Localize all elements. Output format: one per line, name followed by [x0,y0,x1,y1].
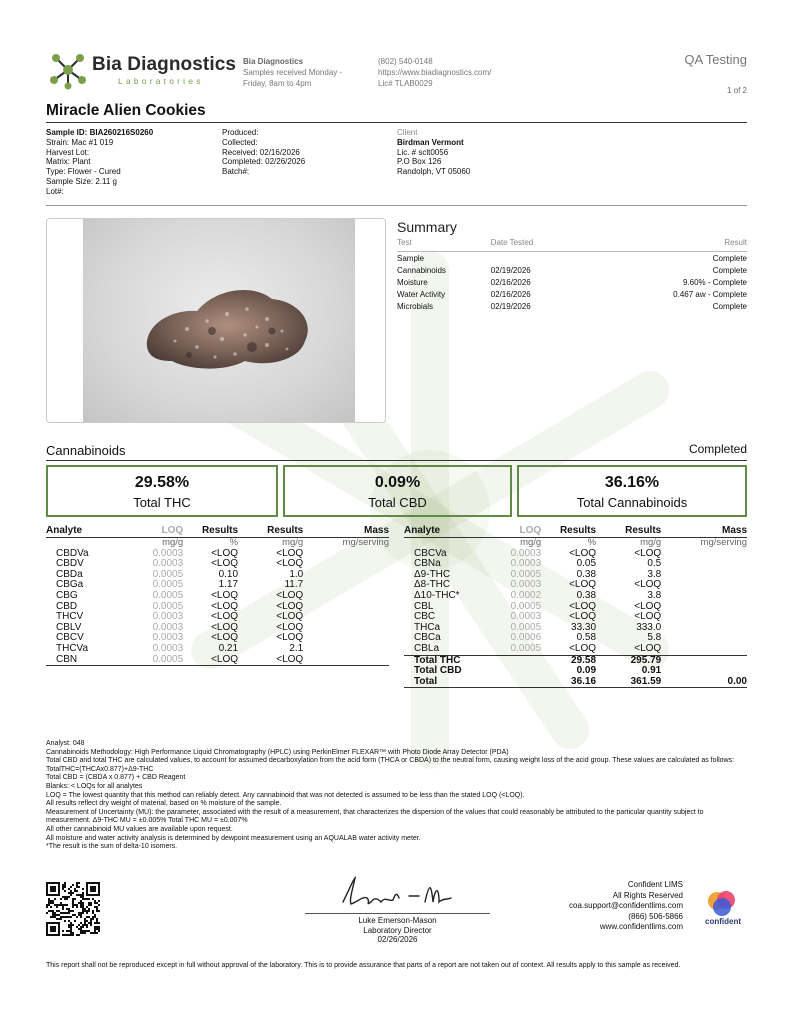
analyte-name: CBG [56,589,78,601]
report-header [0,0,793,100]
analyte-value: <LOQ [238,655,303,666]
analyte-value: 0.38 [576,589,597,601]
analyte-name: CBN [46,655,121,666]
sample-matrix: Matrix: Plant [46,157,91,167]
kpi-label: Total Cannabinoids [576,495,688,510]
signatory [305,916,490,945]
analyte-value: 2.1 [289,642,304,654]
total-name: Total [404,677,479,688]
unit-cell: mg/g [520,537,542,548]
total-row [404,677,747,688]
analyte-row [46,570,389,581]
analyte-col-header: Mass [661,525,747,538]
unit-cell: mg/g [282,537,304,548]
lab-phone: (802) 540-0148 [378,57,433,66]
analyte-value [303,559,389,570]
sample-info [46,128,153,197]
analyte-value: 0.0003 [510,558,542,570]
summary-result: Complete [712,253,747,263]
analyte-value [303,655,389,666]
flower-bud-image [127,269,327,389]
analyte-value [303,591,389,602]
analyte-value: 11.7 [284,579,304,591]
analyte-name: CBCVa [414,547,447,559]
lab-website[interactable]: https://www.biadiagnostics.com/ [378,68,492,77]
analyte-value [661,591,747,602]
analyte-col-header: Results [596,525,661,538]
signature-date: 02/26/2026 [377,935,418,944]
disclaimer: This report shall not be reproduced except in full without approval of the laboratory. This is to provide assurance that parts of a report are not taken out of context. All results apply to this sample as received. [46,962,681,969]
note-line: *The result is the sum of delta-10 isomers. [46,843,178,851]
analyte-value: <LOQ [211,621,239,633]
summary-test: Water Activity [397,290,446,300]
analyte-value: <LOQ [569,600,597,612]
analyte-value: 0.0003 [510,547,542,559]
unit-cell: mg/g [640,537,662,548]
lims-line: All Rights Reserved [612,890,683,900]
analyte-value [303,623,389,634]
lab-logo [46,50,237,94]
unit-cell: % [587,537,597,548]
produced-date: Produced: [222,128,259,137]
analyte-value [303,633,389,644]
analyte-value: <LOQ [276,547,304,559]
note-line: All moisture and water activity analysis is determined by dewpoint measurement using an AQUALAB water activity meter. [46,834,421,842]
lims-contact [569,880,683,933]
analyte-value: <LOQ [276,589,304,601]
analyte-value: <LOQ [211,589,239,601]
analyte-value: 0.21 [218,642,239,654]
analyte-value: 0.5 [647,558,662,570]
summary-col-result: Result [724,238,747,247]
lab-info-line: Friday, 8am to 4pm [243,79,312,88]
analyte-row [404,623,747,634]
analyte-value [661,549,747,560]
analyte-value: 0.0003 [152,621,184,633]
analyte-value: <LOQ [634,600,662,612]
analyte-value: <LOQ [276,558,304,570]
note-line: Analyst: 048 [46,740,85,747]
analyte-value: 0.0003 [152,632,184,644]
note-line: LOQ = The lowest quantity that this method can reliably detect. Any cannabinoid that was not detected is assumed to be less than the stated LOQ (<LOQ). [46,791,525,799]
analyte-row [46,644,389,655]
analyte-col-header: Results [183,525,238,538]
total-value: 0.09 [576,665,597,677]
analyte-value: 33.30 [571,621,597,633]
analyte-value: 3.8 [647,568,662,580]
analyte-value: 0.0005 [510,600,542,612]
summary-date: 02/19/2026 [490,265,531,275]
signature-image [335,872,455,912]
summary-test: Microbials [397,302,434,312]
analyte-col-header: LOQ [479,525,541,538]
analyte-value: 0.0006 [510,632,542,644]
unit-cell [46,538,121,549]
analyte-value [661,623,747,634]
summary-col-test: Test [397,238,412,247]
analyte-row [404,559,747,570]
sample-photo [46,218,386,423]
total-value: 29.58 [571,654,597,666]
summary-row [397,264,747,276]
analyte-value: <LOQ [276,632,304,644]
summary-test: Cannabinoids [397,265,446,275]
analyte-value: 0.0005 [510,621,542,633]
analyte-col-header: Results [238,525,303,538]
client-address-1: P.O Box 126 [397,157,442,167]
analyte-value: 0.0005 [121,655,183,666]
qr-code[interactable] [46,882,100,936]
summary-row [397,276,747,288]
lims-email[interactable]: coa.support@confidentlims.com [569,901,683,911]
note-line: Blanks: < LOQs for all analytes [46,782,143,790]
analyte-name: CBL [414,600,434,612]
analyte-value: 0.38 [576,568,597,580]
analyte-name: THCV [56,611,84,623]
analyte-row [404,591,747,602]
note-line: Total CBD = (CBDA x 0.877) + CBD Reagent [46,774,186,782]
client-info [397,128,470,177]
signatory-title: Laboratory Director [363,925,432,935]
analyte-row [46,559,389,570]
analyte-value: <LOQ [634,642,662,654]
analyte-name: Δ9-THC [414,568,451,580]
page-number: 1 of 2 [726,86,747,95]
analyte-value [661,633,747,644]
analyte-value: 0.0005 [152,600,184,612]
unit-cell: % [229,537,239,548]
client-address-2: Randolph, VT 05060 [397,167,471,177]
analyte-name: CBDa [56,568,83,580]
analyte-value: 0.0005 [152,579,184,591]
summary-row [397,252,747,265]
analyte-header-row [404,525,747,538]
total-name: Total CBD [414,665,462,677]
analyte-name: CBC [414,611,436,623]
analyte-value: <LOQ [276,600,304,612]
analyte-value: <LOQ [211,547,239,559]
note-line: All results reflect dry weight of material, based on % moisture of the sample. [46,800,282,808]
analyte-name: Δ8-THC [414,579,451,591]
summary-date: 02/16/2026 [490,290,531,300]
total-value: 36.16 [541,677,596,688]
analyte-value: 0.0005 [152,589,184,601]
sample-dates [222,128,305,177]
summary-test: Moisture [397,277,428,287]
total-value: 0.91 [641,665,662,677]
note-line: Measurement of Uncertainty (MU): the parameter, associated with the result of a measurement, that characterizes the dispersion of the values that could reasonably be attributed to the particular quantity subject to measurement. Δ9-THC MU = ±0.005% Total THC MU = ±0.007% [46,808,704,825]
total-value [479,677,541,688]
analyte-value: <LOQ [634,611,662,623]
summary-result: 9.60% - Complete [682,277,747,287]
analyte-value: 333.0 [636,621,662,633]
analyte-value: 1.0 [289,568,304,580]
analyte-value: <LOQ [569,642,597,654]
analyte-value: 0.0005 [510,642,542,654]
divider [46,122,747,123]
cannabinoids-status: Completed [688,442,747,456]
analyte-value [303,570,389,581]
kpi-value: 36.16% [604,474,660,491]
analyte-value [303,580,389,591]
summary-date: 02/16/2026 [490,277,531,287]
analyte-value [661,602,747,613]
analyte-name: CBDV [56,558,84,570]
analyte-value: <LOQ [634,547,662,559]
signature-line [305,913,490,914]
kpi-value: 29.58% [134,474,190,491]
analyte-value: 0.0003 [510,611,542,623]
total-name: Total THC [414,654,461,666]
lab-info [243,56,342,89]
analyte-value: 1.17 [218,579,239,591]
analyte-value: 0.0003 [152,547,184,559]
summary-date: 02/19/2026 [490,302,531,312]
analyte-value [303,549,389,560]
note-line: TotalTHC=(THCAx0.877)+Δ9-THC [46,765,154,773]
analyte-value: 0.0003 [152,558,184,570]
total-value [479,655,541,666]
analyte-row [46,591,389,602]
analyte-name: CBCV [56,632,84,644]
analyte-name: THCa [414,621,441,633]
analyte-name: CBDVa [56,547,89,559]
analyte-name: CBGa [56,579,84,591]
analyte-value: <LOQ [569,611,597,623]
analyte-value [661,570,747,581]
analyte-value [661,612,747,623]
analyte-value: <LOQ [211,558,239,570]
analyte-row [404,644,747,655]
analyte-value: 0.05 [576,558,597,570]
analyte-row [46,633,389,644]
analyte-value [661,580,747,591]
client-license: Lic. # sclt0056 [397,147,449,157]
summary-col-date: Date Tested [490,238,534,247]
analyte-table-left [46,525,389,666]
kpi-value: 0.09% [374,474,421,491]
sample-strain: Strain: Mac #1 019 [46,137,114,147]
analyte-value [303,644,389,655]
note-line: Total CBD and total THC are calculated values, to account for assumed decarboxylation from the acid form (THCA or CBDA) to the neutral form, causing weight loss of the acid group. These values are calculated as follows: [46,757,735,765]
summary-row [397,289,747,301]
analyte-value: <LOQ [569,579,597,591]
note-line: All other cannabinoid MU values are available upon request. [46,825,233,833]
analyte-value: 5.8 [647,632,662,644]
summary-result: Complete [712,265,747,275]
cannabinoids-title: Cannabinoids [46,443,126,458]
client-name: Birdman Vermont [397,137,464,147]
sample-harvest-lot: Harvest Lot: [46,147,90,157]
total-value: 295.79 [630,654,662,666]
analyte-value: 3.8 [647,589,662,601]
sample-id: Sample ID: BIA260216S0260 [46,128,154,137]
analyte-name: CBLa [414,642,440,654]
unit-cell [404,538,479,549]
analyte-name: CBLV [56,621,82,633]
analyte-value: <LOQ [276,621,304,633]
kpi-label: Total CBD [368,495,427,510]
summary-header-row [397,238,747,252]
analyte-value [661,644,747,655]
analyte-value: <LOQ [183,655,238,666]
analyte-name: THCVa [56,642,89,654]
received-date: Received: 02/16/2026 [222,147,300,157]
document-type: QA Testing [684,52,747,67]
analyte-value: 0.0003 [152,642,184,654]
analyte-name: CBNa [414,558,441,570]
lab-contact [378,56,491,89]
sample-lot: Lot#: [46,186,64,196]
summary-title: Summary [397,219,457,235]
total-value: 361.59 [596,677,661,688]
analyte-name: CBCa [414,632,441,644]
kpi-total-thc [46,465,278,517]
analyte-value: 0.0005 [510,568,542,580]
summary-row [397,301,747,313]
divider [46,460,747,461]
note-line: Cannabinoids Methodology: High Performance Liquid Chromatography (HPLC) using PerkinElmer FLEXAR™ with Photo Diode Array Detector (PDA) [46,748,509,756]
summary-result: 0.467 aw - Complete [673,290,747,300]
summary-date [491,252,606,265]
total-value: 0.00 [661,677,747,688]
lab-name: Bia Diagnostics [92,54,237,75]
analyte-col-header: Analyte [404,525,479,538]
sample-size: Sample Size: 2.11 g [46,176,118,186]
lab-info-line: Samples received Monday - [243,68,343,77]
analyte-value: 0.0002 [510,589,542,601]
analyte-value [303,602,389,613]
client-label: Client [397,128,418,137]
kpi-total-cannabinoids [517,465,747,517]
method-notes [46,740,746,852]
analyte-row [46,655,389,666]
analyte-value: 0.0005 [152,568,184,580]
unit-cell: mg/g [162,537,184,548]
completed-date: Completed: 02/26/2026 [222,157,306,167]
analyte-value [661,559,747,570]
lims-website[interactable]: www.confidentlims.com [599,922,683,932]
analyte-col-header: Results [541,525,596,538]
analyte-col-header: Analyte [46,525,121,538]
unit-cell: mg/serving [342,537,389,548]
units-row [46,538,389,549]
analyte-value: <LOQ [211,611,239,623]
collected-date: Collected: [222,137,258,147]
summary-table [397,238,747,313]
total-value [661,655,747,666]
analyte-value: <LOQ [569,547,597,559]
units-row [404,538,747,549]
analyte-table-right [404,525,747,688]
summary-result: Complete [712,302,747,312]
analyte-value: 0.10 [218,568,239,580]
lab-info-line: Bia Diagnostics [243,57,304,66]
confident-logo-word: confident [705,917,741,926]
lims-phone: (866) 506-5866 [628,911,683,921]
analyte-row [404,549,747,560]
analyte-col-header: LOQ [121,525,183,538]
analyte-value: 0.0003 [152,611,184,623]
lab-license: Lic# TLAB0029 [378,79,433,88]
analyte-value: 0.0003 [510,579,542,591]
summary-test: Sample [397,253,425,263]
analyte-col-header: Mass [303,525,389,538]
molecule-logo-icon [46,50,90,90]
total-value [479,666,541,677]
lab-subtitle: Laboratories [118,76,204,86]
signatory-name: Luke Emerson-Mason [358,916,437,925]
analyte-name: Δ10-THC* [414,589,460,601]
analyte-value: <LOQ [211,632,239,644]
kpi-total-cbd [283,465,512,517]
analyte-name: CBD [56,600,78,612]
analyte-value: 0.58 [576,632,597,644]
analyte-value: <LOQ [276,611,304,623]
analyte-value [303,612,389,623]
product-name: Miracle Alien Cookies [46,102,206,119]
lims-line: Confident LIMS [627,880,683,889]
unit-cell: mg/serving [700,537,747,548]
kpi-label: Total THC [133,495,191,510]
analyte-value: <LOQ [634,579,662,591]
analyte-value: <LOQ [211,600,239,612]
batch-number: Batch#: [222,167,250,177]
sample-type: Type: Flower - Cured [46,167,121,177]
analyte-header-row [46,525,389,538]
divider [46,205,747,206]
